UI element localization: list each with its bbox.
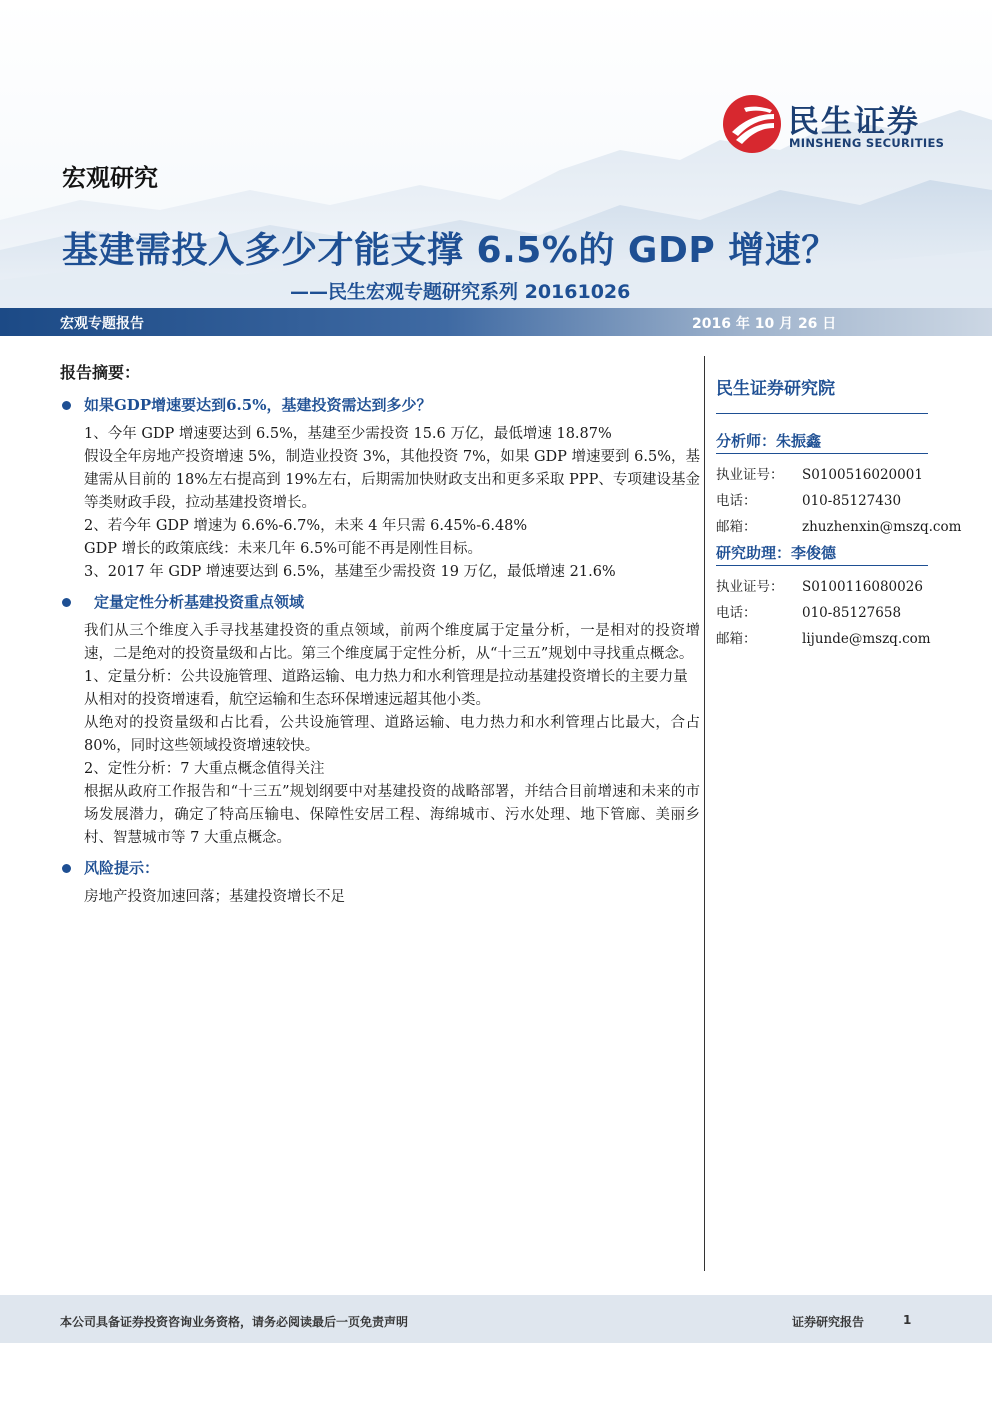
section-heading-analysis: 定量定性分析基建投资重点领域: [60, 590, 700, 614]
logo-chinese-name: 民生证券: [788, 104, 920, 140]
report-type: 宏观专题报告: [60, 316, 144, 332]
page-title: 基建需投入多少才能支撑 6.5%的 GDP 增速？: [62, 230, 838, 271]
assistant-license: 执业证号： S0100116080026: [716, 579, 923, 595]
summary-line: 我们从三个维度入手寻找基建投资的重点领域，前两个维度属于定量分析，一是相对的投资增速，二是绝对的投资量级和占比。第三个维度属于定性分析，从“十三五”规划中寻找重点概念。: [84, 623, 700, 662]
institute-divider: [716, 413, 928, 414]
footer-disclaimer: 本公司具备证券投资咨询业务资格，请务必阅读最后一页免责声明: [60, 1315, 409, 1329]
page-footer: [0, 1295, 992, 1343]
summary-line: 3、2017 年 GDP 增速要达到 6.5%，基建至少需投资 19 万亿，最低增速 21.6%: [84, 564, 616, 580]
report-category: 宏观研究: [62, 163, 158, 192]
report-summary: [60, 350, 700, 909]
summary-line: 1、定量分析：公共设施管理、道路运输、电力热力和水利管理是拉动基建投资增长的主要力量: [84, 669, 688, 685]
company-logo: [722, 94, 962, 158]
assistant-email: 邮箱： lijunde@mszq.com: [716, 631, 931, 647]
analyst-sidebar: [716, 374, 962, 652]
summary-line: 2、若今年 GDP 增速为 6.6%-6.7%，未来 4 年只需 6.45%-6.48%: [84, 518, 528, 534]
bullet-icon: [62, 864, 71, 873]
analyst-license: 执业证号： S0100516020001: [716, 467, 923, 483]
minsheng-logo-icon: [722, 94, 782, 154]
logo-english-name: MINSHENG SECURITIES: [789, 136, 945, 150]
page-number: 1: [903, 1313, 912, 1327]
summary-line: 从相对的投资增速看，航空运输和生态环保增速远超其他小类。: [84, 692, 490, 708]
bullet-icon: [62, 598, 71, 607]
report-date: 2016 年 10 月 26 日: [692, 316, 837, 332]
summary-label: 报告摘要：: [60, 363, 141, 382]
summary-line: 从绝对的投资量级和占比看，公共设施管理、道路运输、电力热力和水利管理占比最大，合占 80%，同时这些领域投资增速较快。: [84, 715, 700, 754]
page-subtitle: ——民生宏观专题研究系列 20161026: [290, 281, 631, 303]
section-heading-risk: 风险提示：: [60, 856, 700, 880]
column-divider: [704, 356, 705, 1271]
summary-line: GDP 增长的政策底线：未来几年 6.5%可能不再是刚性目标。: [84, 541, 483, 557]
summary-line: 房地产投资加速回落；基建投资增长不足: [84, 889, 345, 905]
summary-line: 假设全年房地产投资增速 5%，制造业投资 3%，其他投资 7%，如果 GDP 增速要到 6.5%，基建需从目前的 18%左右提高到 19%左右，后期需加快财政支出和更多采取 PPP、专项建设基金等类财政手段，拉动基建投资增长。: [84, 449, 700, 511]
analyst-phone: 电话： 010-85127430: [716, 493, 902, 509]
footer-doc-type: 证券研究报告: [792, 1315, 865, 1329]
assistant-phone: 电话： 010-85127658: [716, 605, 902, 621]
title-band: [0, 308, 992, 336]
summary-line: 根据从政府工作报告和“十三五”规划纲要中对基建投资的战略部署，并结合目前增速和未来的市场发展潜力，确定了特高压输电、保障性安居工程、海绵城市、污水处理、地下管廊、美丽乡村、智慧城市等 7 大重点概念。: [84, 784, 700, 846]
summary-line: 1、今年 GDP 增速要达到 6.5%，基建至少需投资 15.6 万亿，最低增速 18.87%: [84, 426, 612, 442]
bullet-icon: [62, 401, 71, 410]
analyst-name: 分析师：朱振鑫: [716, 430, 928, 454]
institute-name: 民生证券研究院: [716, 379, 835, 399]
summary-line: 2、定性分析：7 大重点概念值得关注: [84, 761, 325, 777]
analyst-email: 邮箱： zhuzhenxin@mszq.com: [716, 519, 962, 535]
assistant-name: 研究助理：李俊德: [716, 542, 928, 566]
section-heading-gdp: 如果GDP增速要达到6.5%，基建投资需达到多少？: [60, 393, 700, 417]
